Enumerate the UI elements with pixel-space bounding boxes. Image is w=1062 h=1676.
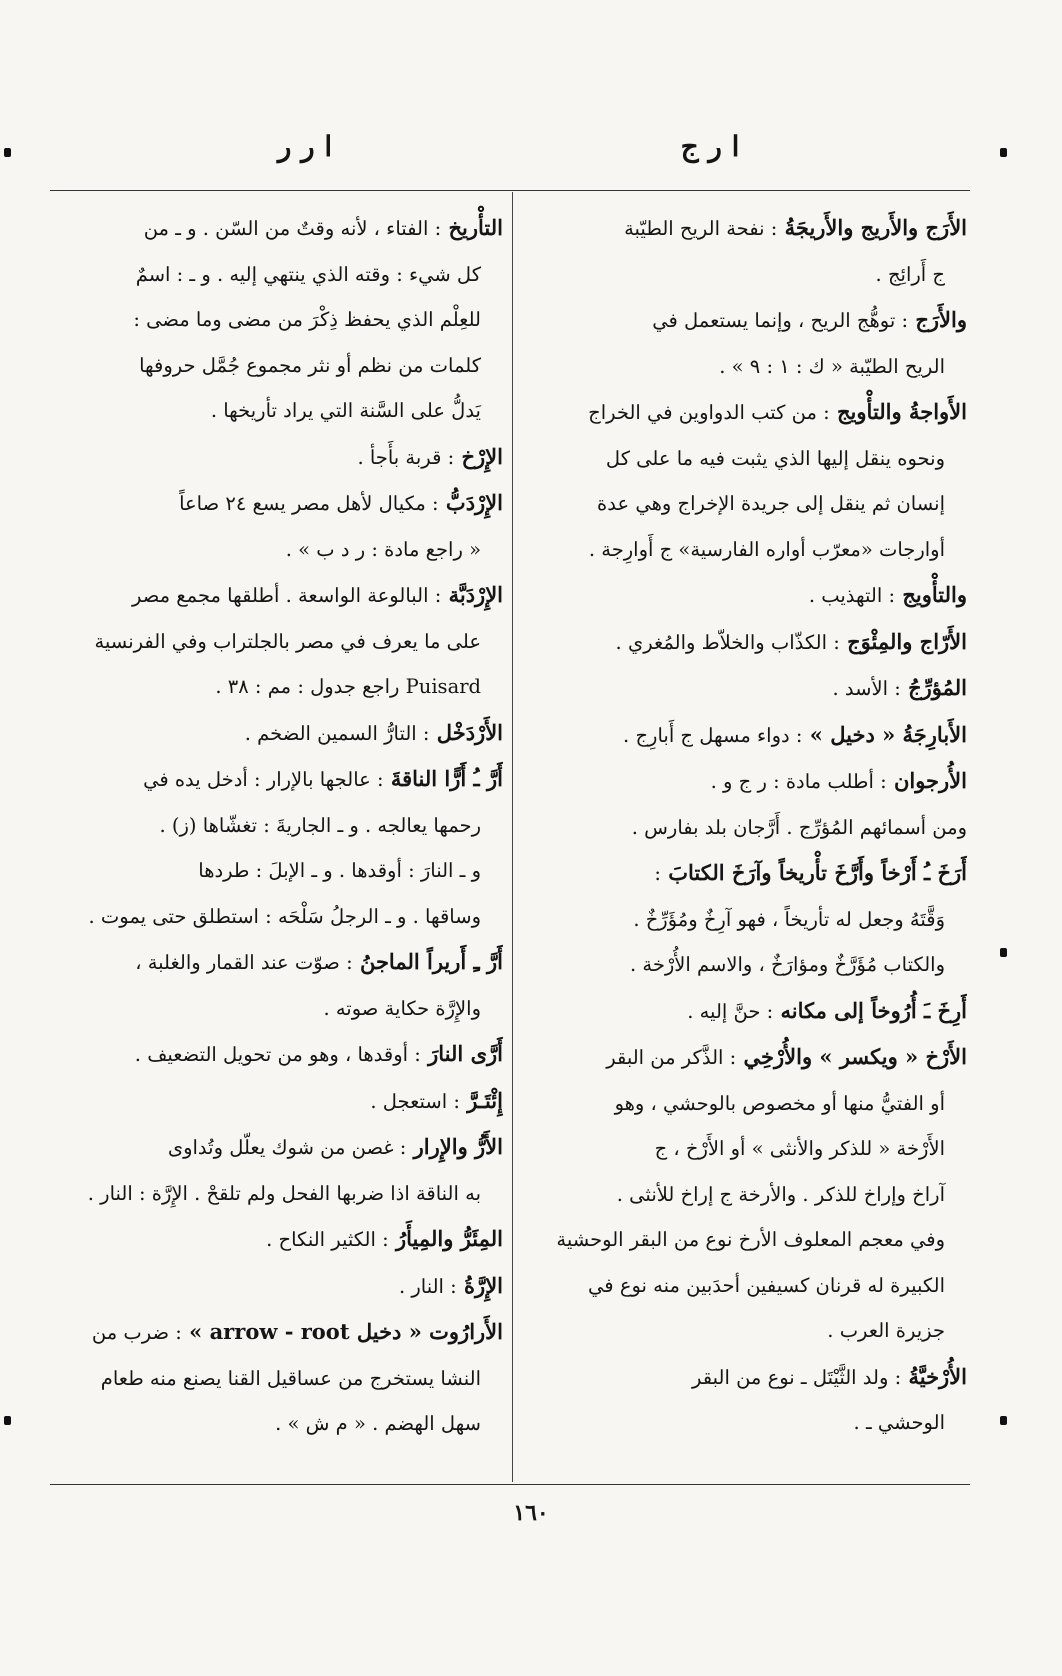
entry-line: جزيرة العرب . [827,1319,945,1342]
page-number: ١٦٠ [513,1500,549,1526]
dictionary-entry [58,710,503,757]
headword: التأْريخ [441,215,503,240]
headword: أَرِخَ ـَ أُرُوخاً إلى مكانه [773,997,967,1023]
dictionary-entry [58,1309,503,1447]
headword: الإِرْدَبُّ [438,490,503,515]
headword: المُؤرِّجُ [900,675,967,700]
entry-line: وَقَّتَهُ وجعل له تأريخاً ، فهو آرِخٌ ومُؤَرِّخٌ . [633,907,945,931]
entry-headline: الأَرّاج والمِئْوَج : الكذّاب والخلاّط والمُغري . [615,628,967,654]
headword: الأَرْدَخْل [429,719,503,745]
entry-headline: الإِرْدَبَّة : البالوعة الواسعة . أطلقها مجمع مصر [131,582,503,607]
margin-mark [1000,148,1007,157]
headword: الأَواجةُ والتأْويج [829,399,967,424]
entry-headline: الأَواجةُ والتأْويج : من كتب الدواوين في الخراج [588,399,967,424]
entry-headline: أَرِخَ ـَ أُرُوخاً إلى مكانه : حنَّ إليه . [687,997,967,1023]
entry-line: Puisard راجع جدول : مم : ٣٨ . [215,675,481,698]
entry-headline: المِئَرُّ والمِيأَرُ : الكثير النكاح . [266,1226,503,1251]
entry-line: آراخ وإراخ للذكر . والأرخة ج إراخ للأنثى . [616,1182,945,1206]
headword: والتأْويج [895,582,967,607]
entry-line: الريح الطيّبة « ك : ١ : ٩ » . [719,354,945,378]
dictionary-entry [58,1216,503,1263]
dictionary-entry [58,1263,503,1310]
dictionary-entry [522,758,967,805]
top-rule [50,190,970,191]
headword: الأَرَج والأَريج والأَريجَةُ [777,215,967,240]
headword: الأُرْخيَّةُ [901,1363,967,1389]
entry-line: والكتاب مُؤَرَّخٌ ومؤارَخٌ ، والاسم الأُرْخة . [629,953,945,976]
headword: الأَرّاج والمِئْوَج [839,628,967,654]
entry-headline: والتأْويج : التهذيب . [808,582,967,607]
entry-headline: الأَبارِجَةُ « دخيل » : دواء مسهل ج أَبارِج . [623,721,967,747]
entry-line: الوحشي ـ . [853,1411,945,1434]
entry-headline: أَرَّى النارَ : أوقدها ، وهو من تحويل التضعيف . [134,1041,503,1066]
entry-headline: أَرَخَ ـُ أَرْخاً وأَرَّخَ تأْريخاً وآرَخَ الكتابَ : [654,860,967,885]
dictionary-entry [522,805,967,851]
dictionary-entry [522,205,967,297]
left-column [58,205,503,1480]
entry-line: على ما يعرف في مصر بالجلتراب وفي الفرنسية [94,629,481,653]
dictionary-entry [522,712,967,759]
entry-line: يَدلُّ على السَّنة التي يراد تأريخها . [210,399,481,422]
headword: أَرَخَ ـُ أَرْخاً وأَرَّخَ تأْريخاً وآرَخَ الكتابَ [660,860,967,885]
entry-line: به الناقة اذا ضربها الفحل ولم تلقحْ . الإِرَّة : النار . [87,1181,481,1205]
entry-headline: الأَرُّ والإِرار : غصن من شوك يعلّل وتُداوى [167,1134,503,1159]
dictionary-entry [58,756,503,939]
entry-headline: الإِرَّةُ : النار . [398,1272,503,1298]
entry-headline: إِئْتَـرَّ : استعجل . [370,1087,503,1113]
entry-line: وفي معجم المعلوف الأرخ نوع من البقر الوحشية [556,1228,945,1251]
dictionary-entry [58,205,503,434]
entry-headline: أَرَّ ـُ أَرًّا الناقةَ : عالجها بالإرار : أدخل يده في [143,766,503,791]
entry-line: النشا يستخرج من عساقيل القنا يصنع منه طعام [100,1366,481,1390]
entry-line: رحمها يعالجه . و ـ الجاريةَ : تغشّاها (ز) . [159,813,481,837]
dictionary-entry [522,1354,967,1446]
right-column [522,205,967,1480]
headword: أَرَّى النارَ [420,1041,503,1066]
bottom-rule [50,1484,970,1485]
entry-headline: التأْريخ : الفتاء ، لأنه وقتٌ من السّن . و ـ من [143,215,503,240]
entry-line: والإِرَّة حكاية صوته . [323,996,481,1020]
entry-line: للعِلْم الذي يحفظ ذِكْرَ من مضى وما مضى : [133,308,481,331]
entry-headline: الأَرَج والأَريج والأَريجَةُ : نفحة الريح الطيّبة [624,215,967,240]
headword: الأَرُّ والإِرار [406,1134,503,1159]
entry-headline: أَرَّ ـِ أَريراً الماجنُ : صوّت عند القمار والغلبة ، [135,949,503,974]
dictionary-entry [58,572,503,710]
dictionary-entry [522,572,967,619]
dictionary-entry [58,1124,503,1216]
entry-line: الأَرْخة « للذكر والأنثى » أو الأَرْخ ، ج [654,1137,945,1160]
entry-line: الكبيرة له قرنان كسيفين أحدَبين منه نوع في [588,1273,945,1297]
headword: إِئْتَـرَّ [459,1087,503,1113]
entry-line: ج أَرائِج . [875,262,945,286]
entry-line: وساقها . و ـ الرجلُ سَلْحَه : استطلق حتى يموت . [88,904,481,928]
entry-headline: الأَرْخ « ويكسر » والأُرْخِي : الذَّكر من البقر [606,1044,967,1069]
entry-line: أوارجات «معرّب أواره الفارسية» ج أَوارِجة . [588,537,945,561]
column-separator [512,192,513,1482]
margin-mark [4,148,11,157]
entry-line: أو الفتيُّ منها أو مخصوص بالوحشي ، وهو [614,1091,945,1115]
dictionary-entry [58,1078,503,1125]
headword: الأَرْخ « ويكسر » والأُرْخِي [736,1044,967,1069]
headword: الأَبارِجَةُ « دخيل » [802,721,967,747]
margin-mark [1000,948,1007,957]
header-root-right: ا ر ج [680,130,740,163]
entry-line: ونحوه ينقل إليها الذي يثبت فيه ما على كل [605,446,945,470]
dictionary-entry [522,1034,967,1354]
entry-headline: الأَرارُوت « دخيل arrow - root » : ضرب من [91,1319,503,1344]
headword: الأُرجوان [886,768,967,793]
entry-headline: الأُرْخيَّةُ : ولد الثَّيْتَل ـ نوع من البقر [692,1363,967,1389]
headword: الأَرارُوت « دخيل arrow - root » [181,1319,503,1344]
dictionary-entry [522,389,967,572]
entry-headline: الإِرْخ : قربة بأَجأ . [357,443,503,469]
header-root-left: ا ر ر [277,130,333,163]
headword: الإِرَّةُ [456,1272,503,1298]
entry-line: « راجع مادة : ر د ب » . [285,537,481,561]
entry-line: كلمات من نظم أو نثر مجموع جُمَّل حروفها [139,353,481,377]
dictionary-entry [58,939,503,1031]
entry-headline: الأَرْدَخْل : التارُّ السمين الضخم . [244,719,503,745]
dictionary-entry [522,297,967,389]
dictionary-entry [522,665,967,712]
dictionary-entry [522,619,967,666]
dictionary-entry [522,850,967,988]
entry-headline: ومن أسمائهم المُؤرِّج . أَرَّجان بلد بفارس . [631,815,967,839]
headword: الإِرْدَبَّة [441,582,503,607]
entry-headline: الأُرجوان : أطلب مادة : ر ج و . [710,768,967,793]
entry-line: كل شيء : وقته الذي ينتهي إليه . و ـ : اسمٌ [135,262,481,286]
entry-line: إنسان ثم ينقل إلى جريدة الإخراج وهي عدة [597,492,945,515]
margin-mark [1000,1416,1007,1425]
dictionary-entry [58,434,503,481]
headword: الإِرْخ [454,443,503,469]
dictionary-entry [58,480,503,572]
entry-headline: والأَرَج : توهُّج الريح ، وإنما يستعمل في [652,307,967,332]
dictionary-entry [58,1031,503,1078]
dictionary-entry [522,988,967,1035]
margin-mark [4,1416,11,1425]
headword: والأَرَج [908,307,967,332]
entry-line: سهل الهضم . « م ش » . [275,1412,481,1435]
headword: أَرَّ ـُ أَرًّا الناقةَ [383,766,503,791]
entry-line: و ـ النارَ : أوقدها . و ـ الإبلَ : طردها [198,859,481,882]
headword: المِئَرُّ والمِيأَرُ [388,1226,503,1251]
headword: أَرَّ ـِ أَريراً الماجنُ [352,949,503,974]
entry-headline: الإِرْدَبُّ : مكيال لأهل مصر يسع ٢٤ صاعاً [179,490,503,515]
entry-headline: المُؤرِّجُ : الأسد . [832,675,967,700]
